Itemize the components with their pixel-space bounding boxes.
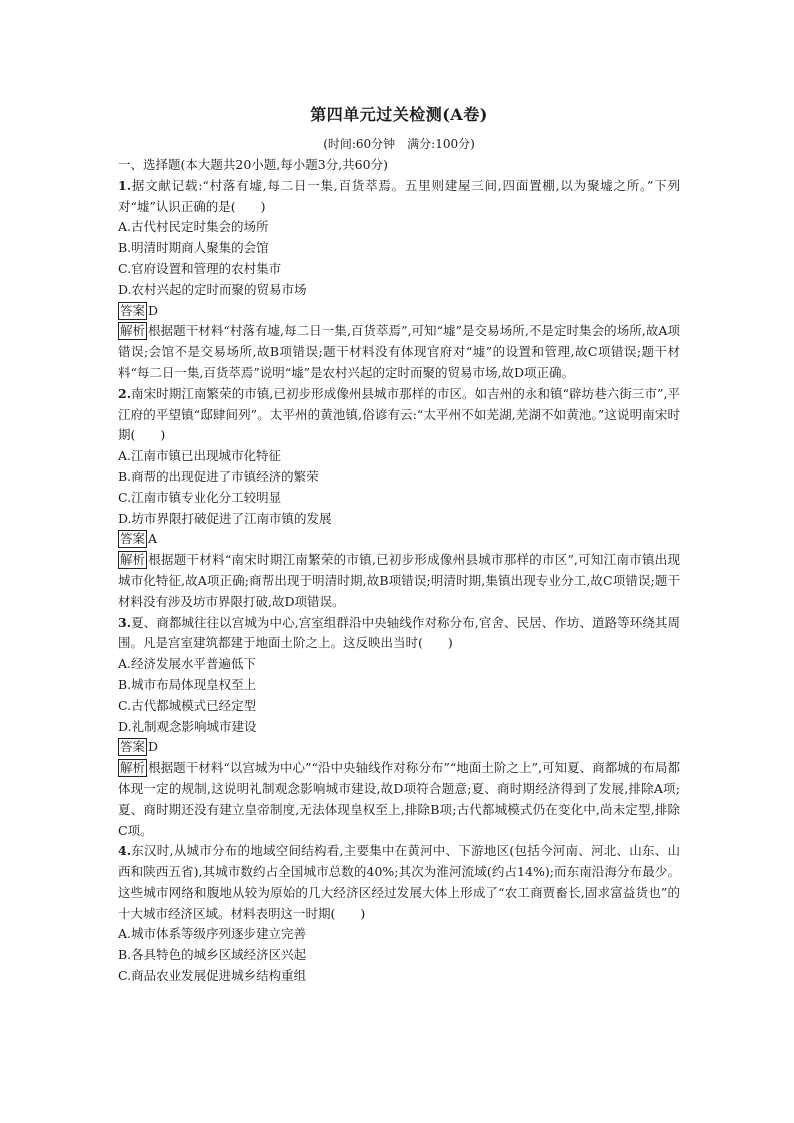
question-stem [118, 176, 680, 218]
option-a: A.古代村民定时集会的场所 [118, 219, 269, 235]
option-a: A.经济发展水平普遍低下 [118, 656, 257, 672]
answer-tag: 答案 [120, 739, 146, 755]
answer-tag: 答案 [120, 302, 146, 318]
option-b: B.各具特色的城乡区域经济区兴起 [118, 947, 307, 963]
exam-time-score: (时间:60分钟 满分:100分) [323, 137, 475, 151]
explanation-tag: 解析 [120, 552, 146, 568]
explanation [118, 550, 680, 612]
question-text: 南宋时期江南繁荣的市镇,已初步形成像州县城市那样的市区。如吉州的永和镇“辟坊巷六街三市”,平江府的平望镇“邸肆间列”。太平州的黄池镇,俗谚有云:“太平州不如芜湖,芜湖不如黄池。”这说明南宋时期( ) [118, 385, 680, 443]
question-number: 4. [118, 843, 132, 859]
answer-value: D [148, 739, 159, 755]
page-title: 第四单元过关检测(A卷) [310, 105, 488, 124]
explanation-tag: 解析 [120, 323, 146, 339]
explanation-text: 根据题干材料“南宋时期江南繁荣的市镇,已初步形成像州县城市那样的市区”,可知江南市镇出现城市化特征,故A项正确;商帮出现于明清时期,故B项错误;明清时期,集镇出现专业分工,故C项错误;题干材料没有涉及坊市界限打破,故D项错误。 [118, 552, 680, 609]
section-heading: 一、选择题(本大题共20小题,每小题3分,共60分) [118, 157, 388, 172]
answer-line [118, 301, 680, 322]
question-4 [118, 841, 680, 987]
explanation-text: 根据题干材料“村落有墟,每二日一集,百货萃焉”,可知“墟”是交易场所,不是定时集会的场所,故A项错误;会馆不是交易场所,故B项错误;题干材料没有体现官府对“墟”的设置和管理,故C项错误;题干材料“每二日一集,百货萃焉”说明“墟”是农村兴起的定时而聚的贸易市场,故D项正确。 [118, 323, 680, 380]
explanation-tag: 解析 [120, 760, 146, 776]
option-c: C.江南市镇专业化分工较明显 [118, 489, 282, 505]
explanation [118, 321, 680, 383]
question-stem [118, 384, 680, 446]
question-number: 2. [118, 385, 132, 401]
option-c: C.古代都城模式已经定型 [118, 697, 257, 713]
answer-value: A [148, 531, 158, 547]
question-1 [118, 176, 680, 384]
option-d: D.农村兴起的定时而聚的贸易市场 [118, 281, 307, 297]
question-stem [118, 613, 680, 655]
option-d: D.坊市界限打破促进了江南市镇的发展 [118, 510, 332, 526]
option-c: C.商品农业发展促进城乡结构重组 [118, 968, 307, 984]
answer-line [118, 737, 680, 758]
explanation-text: 根据题干材料“以宫城为中心”“沿中央轴线作对称分布”“地面土阶之上”,可知夏、商都城的布局都体现一定的规制,这说明礼制观念影响城市建设,故D项符合题意;夏、商时期经济得到了发展,排除A项;夏、商时期还没有建立皇帝制度,无法体现皇权至上,排除B项;古代都城模式仍在变化中,尚未定型,排除C项。 [118, 760, 680, 838]
page-content [118, 104, 680, 987]
explanation [118, 758, 680, 841]
answer-tag: 答案 [120, 531, 146, 547]
option-b: B.商帮的出现促进了市镇经济的繁荣 [118, 468, 319, 484]
question-text: 东汉时,从城市分布的地域空间结构看,主要集中在黄河中、下游地区(包括今河南、河北、山东、山西和陕西五省),其城市数约占全国城市总数的40%;其次为淮河流域(约占14%);而东南沿海分布最少。这些城市网络和腹地从较为原始的几大经济区经过发展大体上形成了“农工商贾畜长,固求富益货也”的十大城市经济区域。材料表明这一时期( ) [118, 843, 680, 921]
question-2 [118, 384, 680, 613]
question-text: 夏、商都城往往以宫城为中心,宫室组群沿中央轴线作对称分布,官舍、民居、作坊、道路等环绕其周围。凡是宫室建筑都建于地面土阶之上。这反映出当时( ) [118, 614, 680, 651]
question-text: 据文献记载:“村落有墟,每二日一集,百货萃焉。五里则建屋三间,四面置棚,以为聚墟之所。”下列对“墟”认识正确的是( ) [118, 177, 680, 214]
answer-line [118, 529, 680, 550]
option-a: A.江南市镇已出现城市化特征 [118, 448, 282, 464]
option-b: B.城市布局体现皇权至上 [118, 676, 257, 692]
question-stem [118, 841, 680, 924]
answer-value: D [148, 302, 159, 318]
option-c: C.官府设置和管理的农村集市 [118, 260, 282, 276]
question-3 [118, 613, 680, 842]
question-number: 1. [118, 177, 132, 193]
option-a: A.城市体系等级序列逐步建立完善 [118, 926, 307, 942]
option-d: D.礼制观念影响城市建设 [118, 718, 257, 734]
question-number: 3. [118, 614, 132, 630]
option-b: B.明清时期商人聚集的会馆 [118, 240, 269, 256]
